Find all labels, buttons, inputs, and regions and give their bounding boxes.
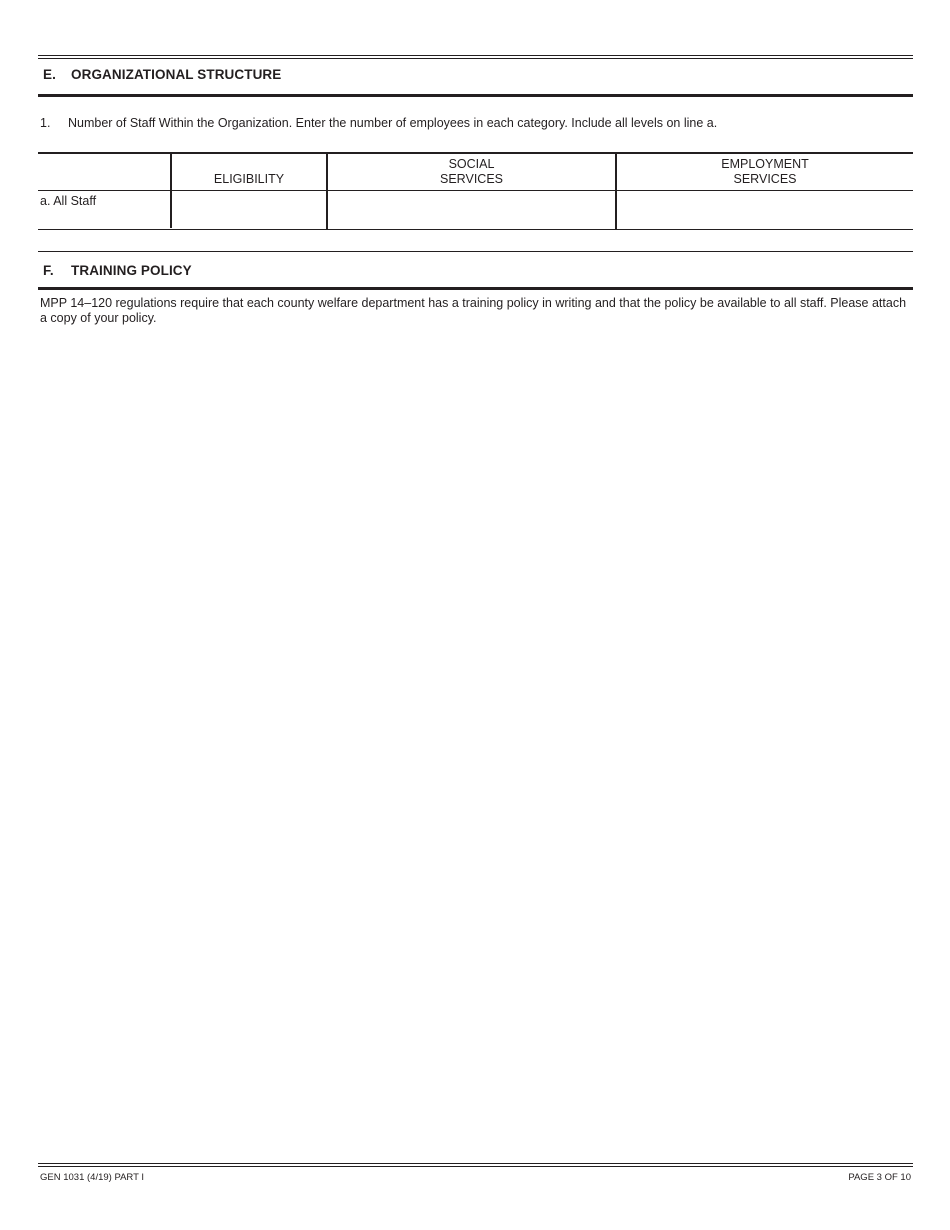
section-e-title-text: ORGANIZATIONAL STRUCTURE: [71, 67, 282, 82]
header-social-line2: SERVICES: [440, 172, 503, 186]
table-bottom-rule: [38, 229, 913, 230]
section-e-bottom-rule: [38, 94, 913, 97]
footer-rule: [38, 1163, 913, 1167]
section-e-top-rule: [38, 55, 913, 59]
eligibility-staff-input[interactable]: [173, 192, 328, 229]
item-1-text: Number of Staff Within the Organization. Enter the number of employees in each category. Include all levels on line a.: [68, 116, 718, 130]
header-employment-services: [617, 157, 913, 187]
header-employment-line2: SERVICES: [733, 172, 797, 186]
item-1-number: 1.: [40, 116, 51, 130]
header-eligibility: ELIGIBILITY: [213, 172, 285, 186]
table-col-divider: [170, 154, 172, 228]
section-f-title-text: TRAINING POLICY: [71, 263, 192, 278]
section-e-title: [43, 67, 281, 82]
footer-form-id: GEN 1031 (4/19) PART I: [40, 1172, 145, 1183]
header-social-line1: SOCIAL: [448, 157, 495, 171]
header-social-services: [328, 157, 615, 187]
employment-services-staff-input[interactable]: [618, 192, 915, 229]
training-policy-text: MPP 14–120 regulations require that each county welfare department has a training policy in writing and that the policy be available to all staff. Please attach a copy of your policy.: [40, 296, 907, 325]
row-label-all-staff: a. All Staff: [40, 194, 97, 208]
section-f-bottom-rule: [38, 287, 913, 290]
footer-page-number: PAGE 3 OF 10: [848, 1172, 911, 1183]
section-e-letter: E.: [43, 67, 56, 82]
section-f-top-rule: [38, 251, 913, 252]
header-employment-line1: EMPLOYMENT: [721, 157, 809, 171]
section-f-title: [43, 263, 192, 278]
social-services-staff-input[interactable]: [329, 192, 617, 229]
section-f-letter: F.: [43, 263, 54, 278]
